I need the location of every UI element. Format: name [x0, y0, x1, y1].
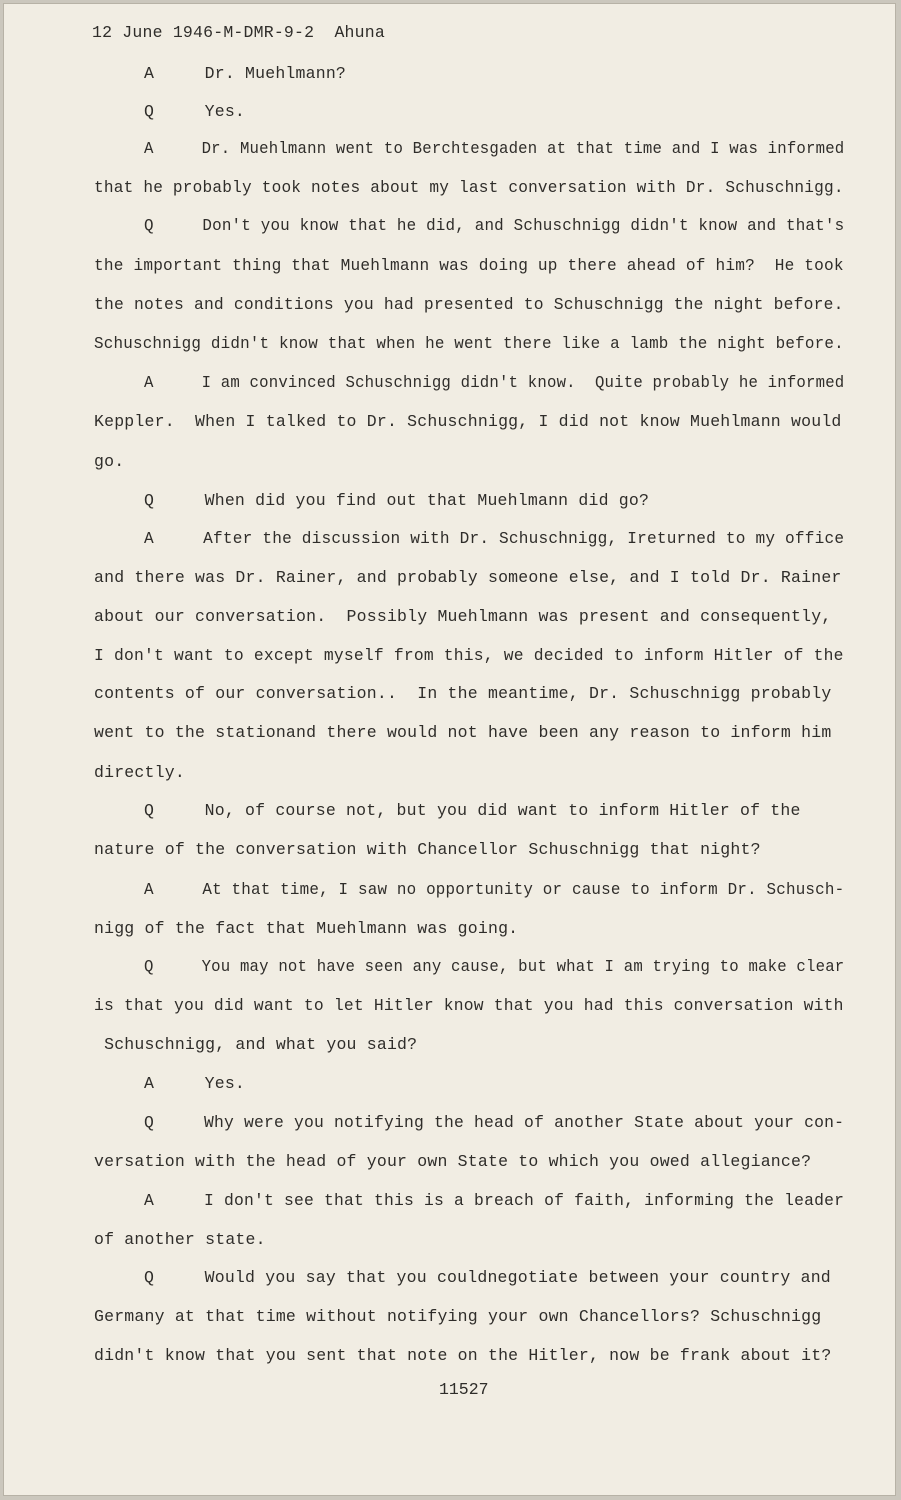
- transcript-line: A At that time, I saw no opportunity or cause to inform Dr. Schusch-: [144, 880, 845, 899]
- transcript-line: directly.: [94, 763, 185, 782]
- transcript-line: A I don't see that this is a breach of faith, informing the leader: [144, 1191, 845, 1210]
- transcript-line: is that you did want to let Hitler know that you had this conversation with: [94, 996, 844, 1015]
- transcript-line: went to the stationand there would not have been any reason to inform him: [94, 723, 832, 742]
- transcript-line: A Dr. Muehlmann went to Berchtesgaden at that time and I was informed: [144, 139, 845, 158]
- transcript-line: Q Yes.: [144, 102, 246, 121]
- transcript-line: of another state.: [94, 1230, 266, 1249]
- transcript-line: the important thing that Muehlmann was doing up there ahead of him? He took: [94, 256, 844, 275]
- transcript-line: Keppler. When I talked to Dr. Schuschnigg, I did not know Muehlmann would: [94, 412, 842, 431]
- transcript-line: Germany at that time without notifying your own Chancellors? Schuschnigg: [94, 1307, 822, 1326]
- transcript-line: A I am convinced Schuschnigg didn't know. Quite probably he informed: [144, 373, 845, 392]
- transcript-line: A Dr. Muehlmann?: [144, 64, 347, 83]
- transcript-line: Q When did you find out that Muehlmann did go?: [144, 491, 650, 510]
- transcript-line: nigg of the fact that Muehlmann was going.: [94, 919, 519, 938]
- transcript-line: that he probably took notes about my last conversation with Dr. Schuschnigg.: [94, 178, 844, 197]
- transcript-line: about our conversation. Possibly Muehlmann was present and consequently,: [94, 607, 832, 626]
- transcript-line: A Yes.: [144, 1074, 246, 1093]
- document-header: 12 June 1946-M-DMR-9-2 Ahuna: [92, 23, 385, 42]
- transcript-line: A After the discussion with Dr. Schuschnigg, Ireturned to my office: [144, 529, 845, 548]
- transcript-line: Q Would you say that you couldnegotiate between your country and: [144, 1268, 831, 1287]
- transcript-line: Q Why were you notifying the head of another State about your con-: [144, 1113, 845, 1132]
- transcript-line: Q No, of course not, but you did want to inform Hitler of the: [144, 801, 801, 820]
- transcript-line: versation with the head of your own State to which you owed allegiance?: [94, 1152, 812, 1171]
- page-number: 11527: [439, 1380, 489, 1399]
- transcript-line: the notes and conditions you had presented to Schuschnigg the night before.: [94, 295, 844, 314]
- transcript-line: Q Don't you know that he did, and Schuschnigg didn't know and that's: [144, 216, 845, 235]
- transcript-line: go.: [94, 452, 125, 471]
- transcript-line: Schuschnigg didn't know that when he went there like a lamb the night before.: [94, 334, 844, 353]
- transcript-line: and there was Dr. Rainer, and probably someone else, and I told Dr. Rainer: [94, 568, 842, 587]
- transcript-line: didn't know that you sent that note on the Hitler, now be frank about it?: [94, 1346, 832, 1365]
- transcript-line: contents of our conversation.. In the meantime, Dr. Schuschnigg probably: [94, 684, 832, 703]
- transcript-line: I don't want to except myself from this, we decided to inform Hitler of the: [94, 646, 844, 665]
- document-page: [3, 3, 896, 1496]
- transcript-line: Q You may not have seen any cause, but what I am trying to make clear: [144, 957, 845, 976]
- transcript-line: Schuschnigg, and what you said?: [94, 1035, 418, 1054]
- transcript-line: nature of the conversation with Chancellor Schuschnigg that night?: [94, 840, 761, 859]
